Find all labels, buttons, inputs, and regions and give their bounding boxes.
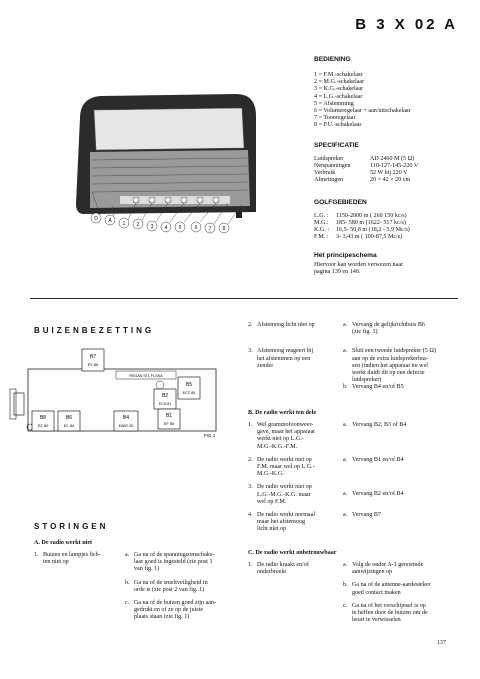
radio-label-6: 6	[194, 225, 198, 231]
principeschema-title: Het principeschema	[314, 252, 377, 259]
answer-letter: a.	[343, 322, 348, 328]
answer-letter: a.	[343, 491, 348, 498]
question-line: Afstemoog licht niet op	[257, 322, 315, 328]
band-key: F.M. :	[314, 234, 329, 240]
answer-line: Ga na of de buizen goed zijn aan-	[134, 600, 217, 607]
radio-label-2: 2	[136, 222, 140, 228]
item-number: 1.	[34, 552, 39, 558]
answer-line: Vervang B2, B3 of B4	[352, 422, 407, 428]
spec-key: Luidspreker	[314, 156, 344, 162]
list-item: 4. De radio werkt normaal maar het afstemoog licht niet op a. Vervang B7	[248, 512, 460, 534]
answer-line: Vervang B7	[352, 512, 381, 519]
radio-label-4: 4	[164, 225, 168, 231]
table-row	[314, 156, 418, 163]
answer-letter: a.	[343, 512, 348, 519]
table-row	[314, 170, 418, 177]
band-value: 16,5- 50,8 m (18,2 - 5,9 Mc/s)	[336, 227, 410, 233]
answer-line: Vervang de gelijkrichtbuis B6	[352, 322, 425, 328]
storing-b-list	[248, 422, 460, 534]
page-number: 137	[436, 640, 446, 646]
list-item: 2. De radio werkt niet op F.M. maar wel op L.G.- M.G.-K.G. a. Vervang B1 en/of B4	[248, 457, 460, 479]
answer-line: (zie fig. 1)	[352, 329, 378, 336]
item-number: 3.	[248, 348, 253, 355]
item-number: 1.	[248, 422, 253, 428]
specificatie-title: SPECIFICATIE	[314, 142, 359, 149]
tube-b7-code: B7	[89, 354, 97, 360]
spec-value: 20 × 42 × 20 cm	[370, 177, 411, 183]
tube-b4-code: B4	[122, 415, 130, 421]
radio-label-3: 3	[150, 224, 154, 230]
radio-illustration	[60, 80, 260, 240]
answer-letter: a.	[343, 348, 348, 355]
list-item: 2 = M.G.-schakelaar	[314, 79, 365, 86]
tube-b1-type: EF 85	[163, 421, 175, 426]
answer-letter: c.	[343, 602, 348, 609]
principeschema-line: Hiervoor kan worden verwezen naar	[314, 262, 403, 268]
answer-line: Ga na of de spanningsomschake-	[134, 552, 215, 558]
radio-label-d: D	[94, 216, 98, 222]
answer-letter: a.	[125, 552, 130, 558]
tube-b2-type: ECH 81	[158, 402, 172, 406]
item-number: 1.	[248, 562, 253, 568]
table-row	[314, 234, 410, 241]
model-number: B 3 X 02 A	[355, 16, 458, 33]
radio-label-a: A	[108, 218, 112, 224]
tube-b2-code: B2	[161, 393, 169, 399]
band-key: M.G.:	[314, 220, 329, 226]
tube-layout-diagram	[8, 345, 228, 445]
section-c-title: C. De radio werkt onbetrouwbaar	[248, 550, 337, 556]
item-number: 4.	[248, 512, 253, 519]
principeschema-text	[314, 262, 403, 276]
band-value: 1150-2000 m ( 260 150 kc/s)	[336, 213, 407, 219]
diagram-label: REGAN ST1 FLOKA	[129, 374, 163, 378]
section-divider	[30, 298, 458, 299]
list-item: 7 = Toonregelaar	[314, 115, 356, 122]
spec-value: 110-127-145-220 V	[370, 163, 419, 169]
storing-c1: 1. De radio kraakt en/of onderbreekt a. Volg de onder A-1 genoemde aanwijzingen op b. Ga na of de antenne-aardesteker goed contact maken c. Ga na of het verschijnsel is op te heffen door de buizen om de beurt te verwisselen	[248, 562, 431, 624]
list-item: 3. De radio werkt niet op L.G.-M.G.-K.G. maar wel op F.M. a. Vervang B2 en/of B4	[248, 484, 460, 506]
item-number: 2.	[248, 322, 253, 328]
buizenbezetting-title: BUIZENBEZETTING	[34, 326, 155, 335]
list-item: 1. Wel grammofoonweer- gave, maar het apparaat werkt niet op L.G.- M.G.-K.G.-F.M. a. Vervang B2, B3 of B4	[248, 422, 460, 451]
tube-b5-type: ECC 85	[182, 391, 196, 395]
answer-line: Vervang B2 en/of B4	[352, 491, 404, 498]
tube-b6-code: B6	[65, 415, 73, 421]
storingen-title: STORINGEN	[34, 522, 109, 531]
list-item: 8 = P.U.-schakelaar	[314, 122, 362, 129]
tube-b7-type: EY 86	[87, 362, 99, 367]
storing-a2-a3	[248, 322, 460, 392]
table-row	[314, 163, 418, 170]
tube-b8-code: B8	[39, 415, 47, 421]
answer-line: sen (indien het apparaat nu wel	[352, 362, 428, 369]
band-key: K.G. :	[314, 227, 330, 233]
spec-key: Verbruik	[314, 170, 336, 176]
answer-letter: c.	[125, 600, 130, 607]
golfgebieden-table	[314, 213, 410, 241]
figure-label: FIG.1	[204, 433, 216, 438]
question-line: zender	[257, 362, 274, 369]
radio-label-5: 5	[178, 225, 182, 231]
spec-value: AD 2460 M (5 Ω)	[370, 156, 415, 162]
answer-letter: b.	[343, 582, 348, 589]
radio-label-1: 1	[122, 221, 126, 227]
answer-letter: a.	[343, 562, 348, 568]
specificatie-table	[314, 156, 418, 184]
radio-label-7: 7	[208, 226, 212, 232]
answer-line: werkt duidt dit op een defecte	[352, 370, 425, 377]
table-row	[314, 177, 418, 184]
answer-line: orde is (zie post 2 van fig. 1)	[134, 586, 205, 593]
answer-line: luidspreker)	[352, 377, 382, 384]
item-number: 3.	[248, 484, 253, 491]
table-row	[314, 213, 410, 220]
list-item: 1 = F.M.-schakelaar	[314, 72, 363, 78]
tube-b4-type: EABC 80	[118, 424, 134, 428]
table-row	[314, 227, 410, 234]
radio-label-8: 8	[222, 226, 226, 232]
band-value: 3- 3,43 m ( 100-87,5 Mc/s)	[336, 234, 403, 240]
storing-a1	[34, 552, 226, 622]
spec-key: Afmetingen	[314, 177, 344, 183]
question-line: Afstemoog reageert bij	[257, 348, 314, 355]
question-line: ten niet op	[43, 559, 69, 566]
answer-line: Vervang B4 en/of B5	[352, 384, 404, 391]
section-b-title: B. De radio werkt ten dele	[248, 410, 317, 416]
answer-line: Sluit een tweede luidspreker (5 Ω)	[352, 348, 436, 355]
golfgebieden-title: GOLFGEBIEDEN	[314, 199, 367, 206]
bediening-list	[314, 72, 411, 130]
answer-line: Vervang B1 en/of B4	[352, 456, 404, 463]
answer-line: gedrukt en of ze op de juiste	[134, 607, 204, 614]
spec-key: Netspanningen	[314, 163, 351, 169]
tube-b6-type: EL 84	[63, 423, 75, 428]
answer-line: van fig. 1)	[134, 566, 160, 573]
list-item: 5 = Afstemming	[314, 100, 354, 107]
spec-value: 52 W bij 220 V	[370, 170, 408, 176]
table-row	[314, 220, 410, 227]
question-line: Buizen en lampjes lich-	[43, 552, 101, 558]
list-item: 4 = L.G.-schakelaar	[314, 93, 363, 100]
tube-b5-code: B5	[185, 382, 193, 388]
band-key: L.G. :	[314, 213, 329, 219]
tube-b1-code: B1	[165, 413, 173, 419]
list-item: 6 = Volumeregelaar + aan/uitschakelaar	[314, 108, 411, 115]
answer-letter: a.	[343, 422, 348, 428]
answer-line: aan op de extra luidsprekerbus-	[352, 355, 429, 362]
item-number: 2.	[248, 456, 253, 463]
question-line: het afstemmen op een	[257, 355, 311, 362]
band-value: 185- 580 m (1622- 517 kc/s)	[336, 220, 406, 226]
bediening-title: BEDIENING	[314, 56, 351, 63]
answer-letter: a.	[343, 456, 348, 463]
section-a-title: A. De radio werkt niet	[34, 540, 93, 546]
answer-line: plaats staan (zie fig. 1)	[134, 614, 190, 621]
answer-line: laar goed is ingesteld (zie post 1	[134, 559, 213, 566]
tube-b8-type: EZ 80	[37, 423, 49, 428]
principeschema-line: pagina 139 en 140.	[314, 269, 361, 276]
answer-letter: b.	[343, 384, 348, 391]
answer-letter: b.	[125, 579, 130, 586]
answer-line: Ga na of de smeltveiligheid in	[134, 579, 208, 586]
list-item: 3 = K.G.-schakelaar	[314, 86, 364, 93]
